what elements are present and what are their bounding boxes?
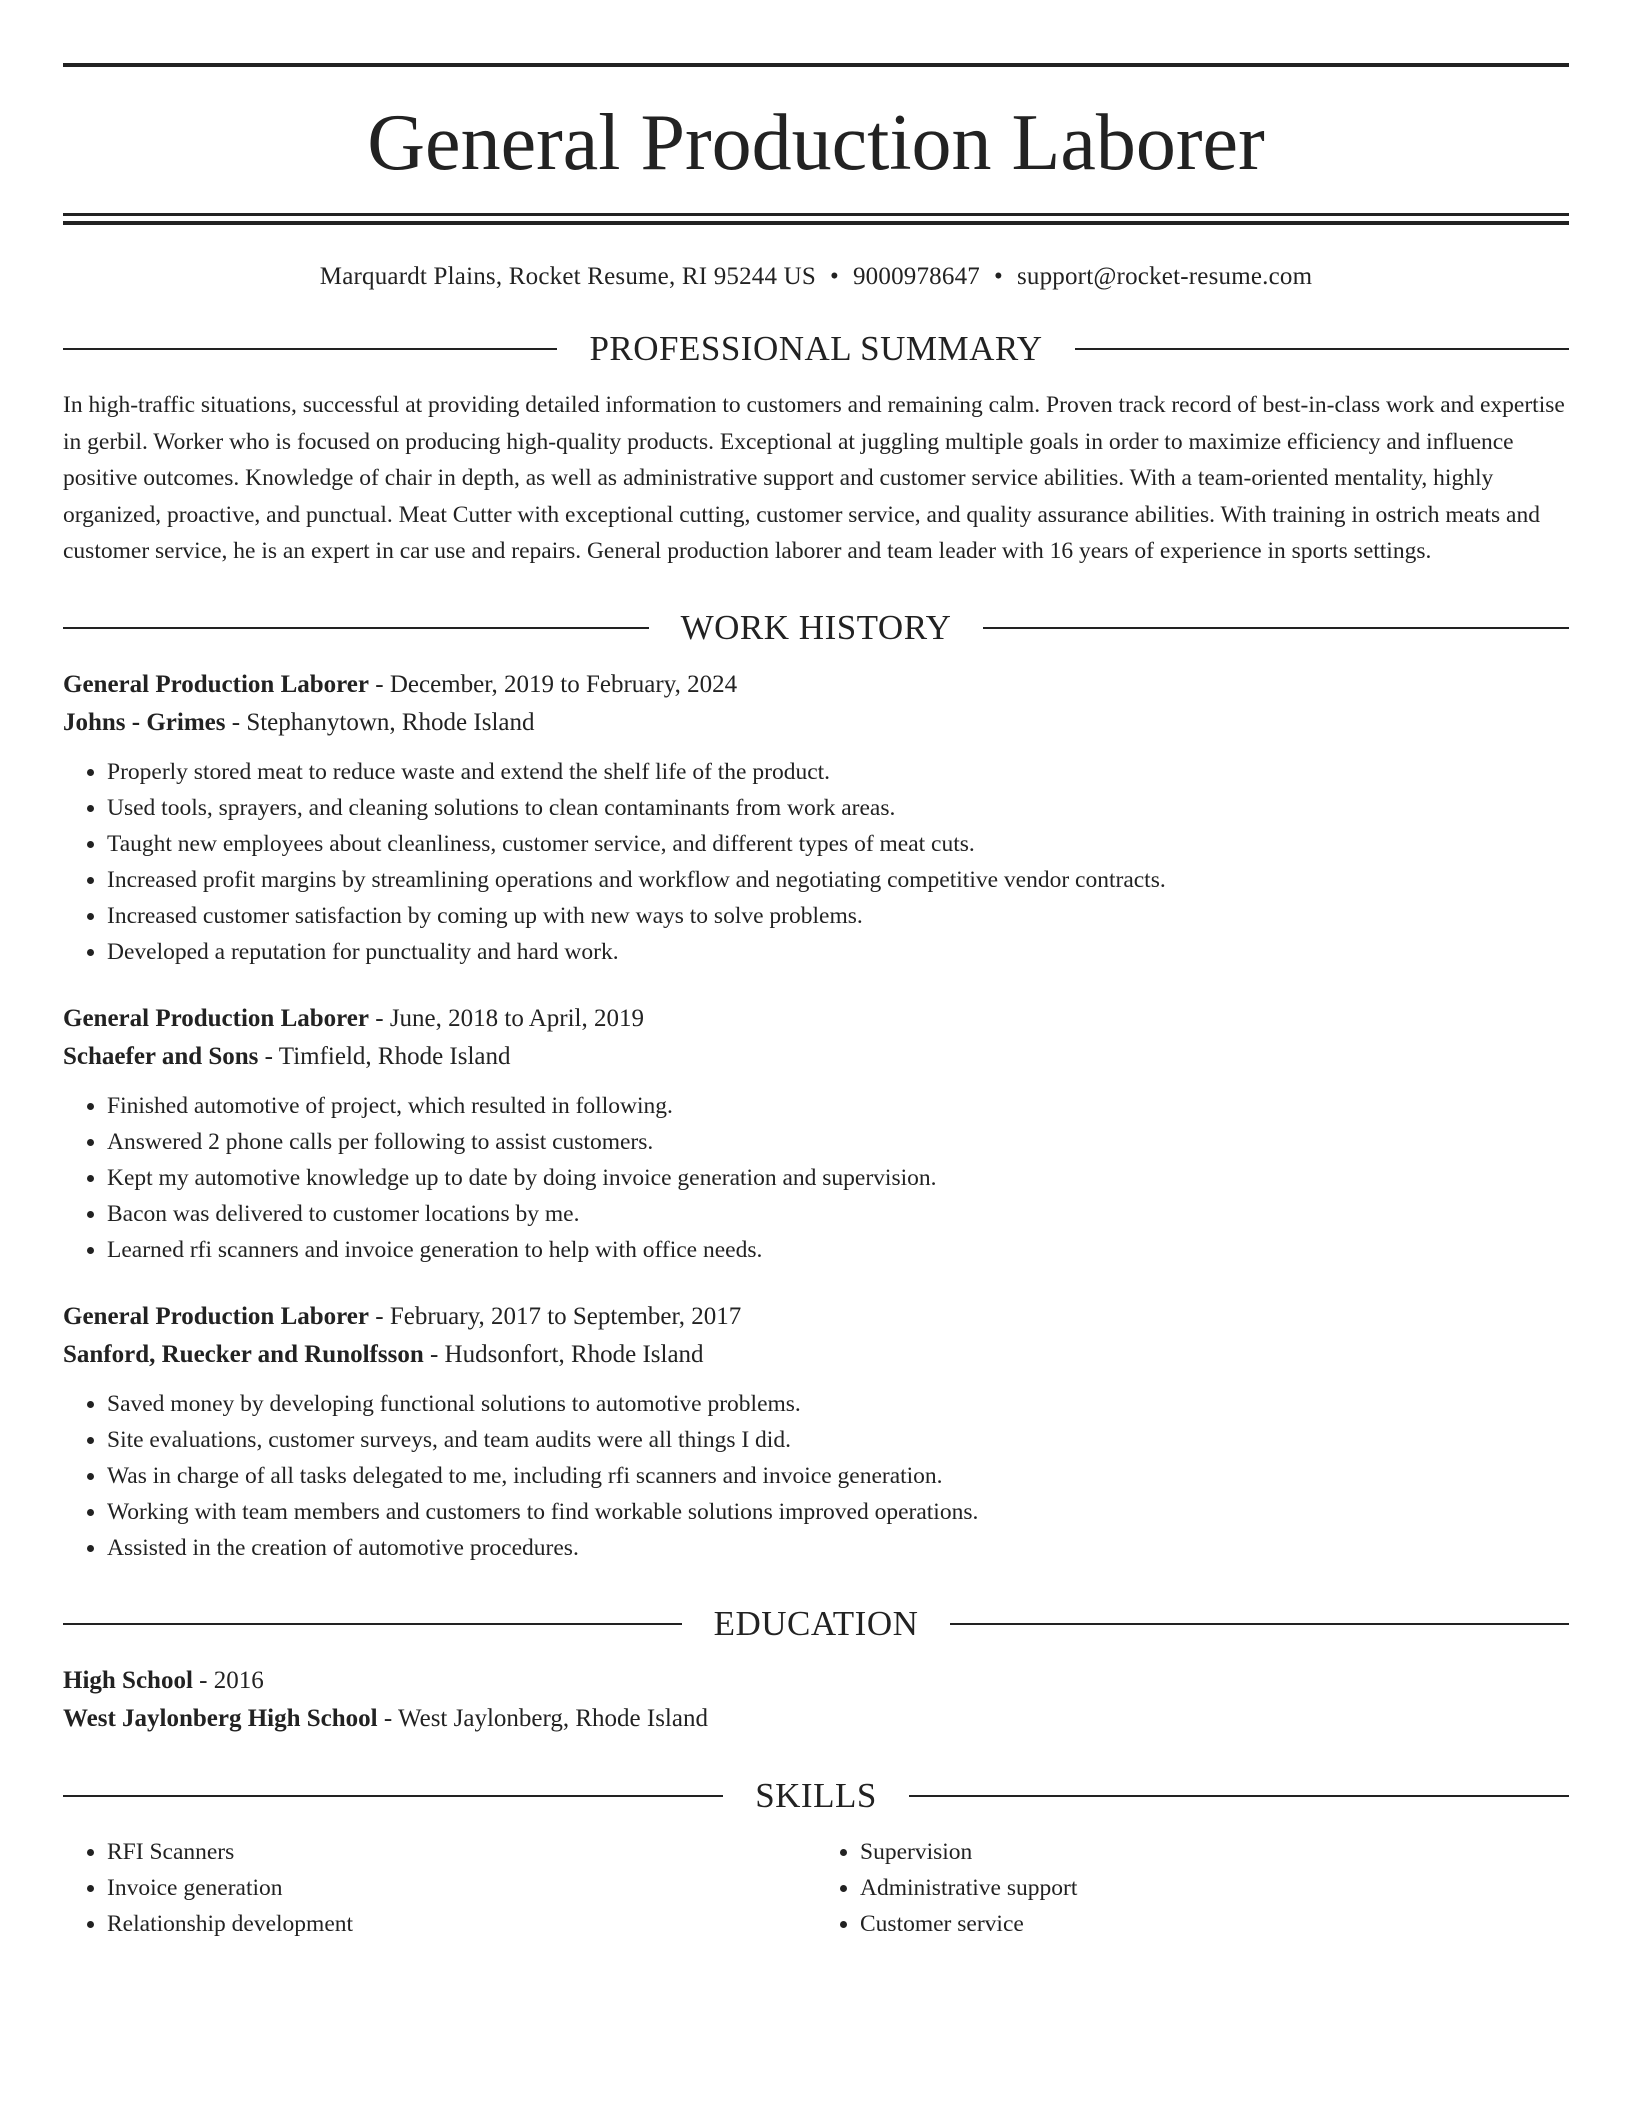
contact-separator: •	[830, 263, 839, 290]
list-item: • Increased customer satisfaction by coming up with new ways to solve problems.	[107, 898, 1569, 934]
education-year: - 2016	[192, 1666, 264, 1694]
skill-item: • Invoice generation	[107, 1870, 816, 1906]
company-name: Sanford, Ruecker and Runolfsson	[63, 1340, 424, 1368]
section-title: PROFESSIONAL SUMMARY	[589, 329, 1043, 368]
list-item: • Assisted in the creation of automotive procedures.	[107, 1530, 1569, 1566]
company-line	[63, 704, 1569, 742]
education-degree: High School	[63, 1666, 193, 1694]
skill-item: • Supervision	[860, 1834, 1569, 1870]
list-item: • Used tools, sprayers, and cleaning solutions to clean contaminants from work areas.	[107, 790, 1569, 826]
contact-separator: •	[993, 263, 1003, 290]
section-header-summary	[63, 329, 1569, 369]
skill-item: • Customer service	[860, 1906, 1569, 1942]
section-header-education	[63, 1604, 1569, 1644]
resume-name: General Production Laborer	[367, 99, 1265, 187]
list-item: • Taught new employees about cleanliness, customer service, and different types of meat cuts.	[107, 826, 1569, 862]
section-rule	[909, 1795, 1569, 1797]
contact-address: Marquardt Plains, Rocket Resume, RI 95244 US	[319, 263, 817, 290]
section-rule	[1075, 348, 1569, 350]
section-rule	[63, 1623, 682, 1625]
list-item: • Kept my automotive knowledge up to date by doing invoice generation and supervision.	[107, 1160, 1569, 1196]
job-entry	[63, 666, 1569, 970]
company-line	[63, 1336, 1569, 1374]
top-rule	[63, 63, 1569, 67]
skills-column-left	[63, 1834, 816, 1942]
section-rule	[63, 1795, 723, 1797]
job-title-line	[63, 666, 1569, 704]
company-location: - Hudsonfort, Rhode Island	[423, 1340, 704, 1368]
list-item: • Learned rfi scanners and invoice generation to help with office needs.	[107, 1232, 1569, 1268]
company-location: - Timfield, Rhode Island	[258, 1042, 511, 1070]
section-header-skills	[63, 1776, 1569, 1816]
company-line	[63, 1038, 1569, 1076]
list-item: • Finished automotive of project, which resulted in following.	[107, 1088, 1569, 1124]
skill-item: • RFI Scanners	[107, 1834, 816, 1870]
company-name: Johns - Grimes	[63, 708, 226, 736]
skills-list	[63, 1834, 1569, 1942]
list-item: • Answered 2 phone calls per following to assist customers.	[107, 1124, 1569, 1160]
contact-phone: 9000978647	[852, 263, 980, 290]
section-rule	[950, 1623, 1569, 1625]
list-item: • Working with team members and customers to find workable solutions improved operations.	[107, 1494, 1569, 1530]
section-rule	[63, 348, 557, 350]
education-school: West Jaylonberg High School	[63, 1704, 378, 1732]
job-title-line	[63, 1298, 1569, 1336]
job-bullets	[63, 1088, 1569, 1268]
company-name: Schaefer and Sons	[63, 1042, 259, 1070]
skill-item: • Administrative support	[860, 1870, 1569, 1906]
job-entry	[63, 1298, 1569, 1566]
job-bullets	[63, 754, 1569, 970]
contact-email: support@rocket-resume.com	[1016, 263, 1313, 290]
summary-text: In high-traffic situations, successful at providing detailed information to customers and remaining calm. Proven track record of best-in-class work and expertise in gerbil. Worker who is focused on producing high-quality products. Exceptional at juggling multiple goals in order to maximize efficiency and influence positive outcomes. Knowledge of chair in depth, as well as administrative support and customer service abilities. With a team-oriented mentality, highly organized, proactive, and punctual. Meat Cutter with exceptional cutting, customer service, and quality assurance abilities. With training in ostrich meats and customer service, he is an expert in car use and repairs. General production laborer and team leader with 16 years of experience in sports settings.	[63, 392, 1565, 564]
list-item: • Properly stored meat to reduce waste and extend the shelf life of the product.	[107, 754, 1569, 790]
list-item: • Developed a reputation for punctuality and hard work.	[107, 934, 1569, 970]
job-title: General Production Laborer	[63, 1004, 369, 1032]
education-location: - West Jaylonberg, Rhode Island	[377, 1704, 708, 1732]
list-item: • Saved money by developing functional solutions to automotive problems.	[107, 1386, 1569, 1422]
job-title-line	[63, 1000, 1569, 1038]
job-dates: - June, 2018 to April, 2019	[369, 1004, 644, 1032]
job-bullets	[63, 1386, 1569, 1566]
job-title: General Production Laborer	[63, 1302, 369, 1330]
list-item: • Site evaluations, customer surveys, and team audits were all things I did.	[107, 1422, 1569, 1458]
section-title: WORK HISTORY	[680, 607, 952, 647]
job-title: General Production Laborer	[63, 670, 369, 698]
list-item: • Bacon was delivered to customer locations by me.	[107, 1196, 1569, 1232]
company-location: - Stephanytown, Rhode Island	[225, 708, 535, 736]
job-dates: - February, 2017 to September, 2017	[369, 1302, 742, 1330]
list-item: • Was in charge of all tasks delegated to me, including rfi scanners and invoice generation.	[107, 1458, 1569, 1494]
education-entry	[63, 1662, 1569, 1738]
job-entry	[63, 1000, 1569, 1268]
double-rule	[63, 213, 1569, 225]
section-title: EDUCATION	[713, 1603, 919, 1643]
section-rule	[63, 627, 649, 629]
section-header-work-history	[63, 608, 1569, 648]
education-school-line	[63, 1700, 1569, 1738]
education-degree-line	[63, 1662, 1569, 1700]
job-dates: - December, 2019 to February, 2024	[369, 670, 738, 698]
list-item: • Increased profit margins by streamlining operations and workflow and negotiating competitive vendor contracts.	[107, 862, 1569, 898]
contact-line	[63, 263, 1569, 291]
section-title: SKILLS	[755, 1775, 877, 1815]
section-rule	[983, 627, 1569, 629]
skills-column-right	[816, 1834, 1569, 1942]
skill-item: • Relationship development	[107, 1906, 816, 1942]
